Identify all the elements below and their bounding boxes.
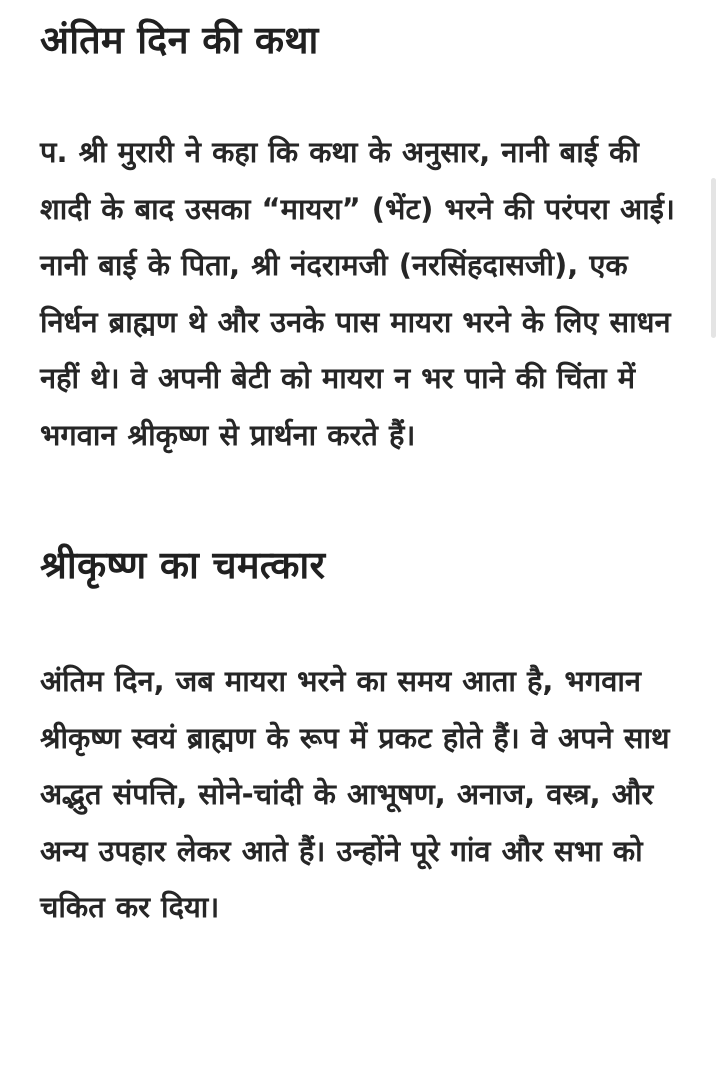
paragraph-mayra-tradition: प. श्री मुरारी ने कहा कि कथा के अनुसार, नानी बाई की शादी के बाद उसका “मायरा” (भेंट) भरने की परंपरा आई। नानी बाई के पिता, श्री नंदरामजी (नरसिंहदासजी), एक निर्धन ब्राह्मण थे और उनके पास मायरा भरने के लिए साधन नहीं थे। वे अपनी बेटी को मायरा न भर पाने की चिंता में भगवान श्रीकृष्ण से प्रार्थना करते हैं।: [40, 135, 675, 452]
scrollbar-thumb[interactable]: [711, 178, 716, 338]
paragraph-krishna-appears: अंतिम दिन, जब मायरा भरने का समय आता है, भगवान श्रीकृष्ण स्वयं ब्राह्मण के रूप में प्रकट होते हैं। वे अपने साथ अद्भुत संपत्ति, सोने-चांदी के आभूषण, अनाज, वस्त्र, और अन्य उपहार लेकर आते हैं। उन्होंने पूरे गांव और सभा को चकित कर दिया।: [40, 664, 670, 924]
article-body: [40, 0, 690, 936]
section-heading-krishna-miracle: श्रीकृष्ण का चमत्कार: [40, 543, 326, 587]
section-heading-final-day-story: अंतिम दिन की कथा: [40, 18, 319, 62]
